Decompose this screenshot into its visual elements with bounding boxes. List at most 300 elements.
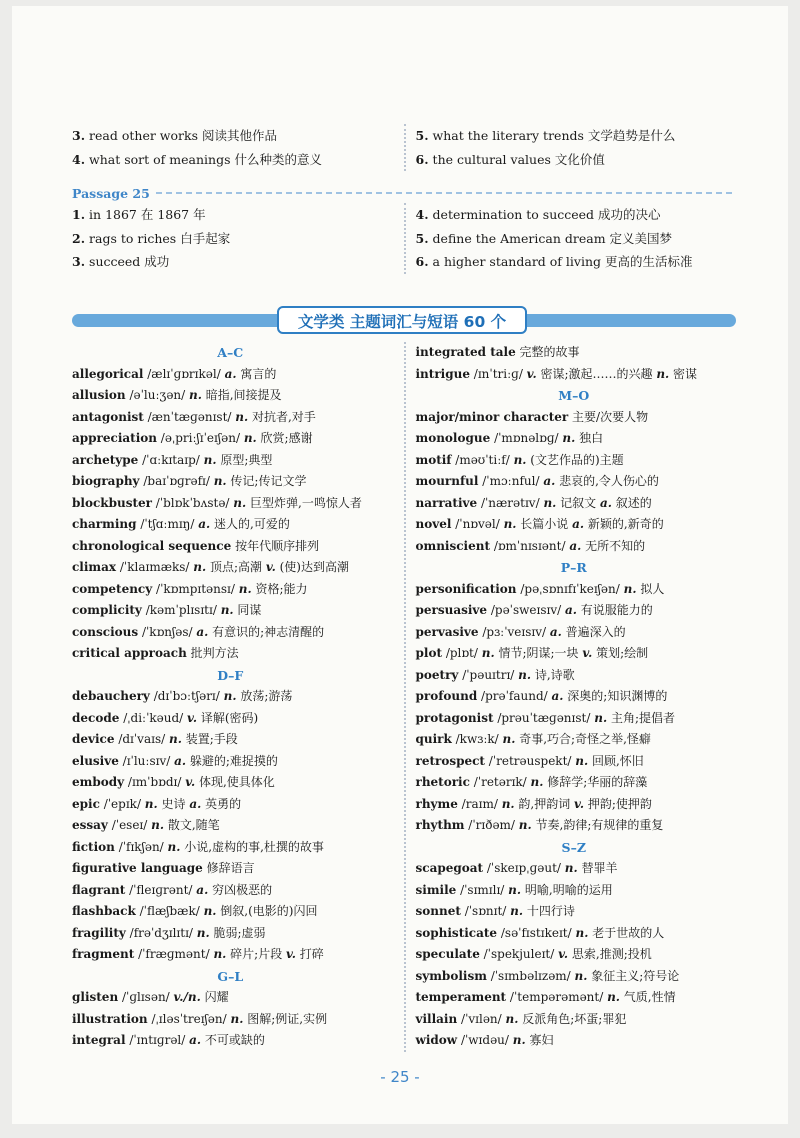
item-number: 2. bbox=[72, 230, 86, 246]
list-item bbox=[72, 227, 389, 251]
part-of-speech: n. bbox=[512, 1033, 526, 1047]
headword: antagonist bbox=[72, 409, 144, 424]
headword: intrigue bbox=[415, 366, 470, 381]
vocab-entry bbox=[416, 514, 733, 536]
headword: critical approach bbox=[72, 646, 187, 660]
part-of-speech: n. bbox=[564, 861, 578, 875]
phonetic: /əˈluːʒən/ bbox=[125, 388, 189, 402]
phonetic: /prəuˈtæɡənɪst/ bbox=[493, 710, 595, 725]
part-of-speech: n. bbox=[656, 366, 670, 381]
meaning: 主要/次要人物 bbox=[572, 409, 649, 424]
phonetic: /ˈɡlɪsən/ bbox=[118, 990, 174, 1004]
part-of-speech: n. bbox=[233, 495, 247, 510]
item-text: in 1867 在 1867 年 bbox=[89, 207, 206, 222]
meaning: 原型;典型 bbox=[216, 452, 273, 467]
meaning: 叙述的 bbox=[611, 495, 652, 510]
meaning: 气质,性情 bbox=[619, 990, 676, 1004]
phonetic: /ɪnˈtriːɡ/ bbox=[469, 366, 527, 381]
phonetic: /ˈkɒmpɪtənsɪ/ bbox=[152, 581, 239, 596]
part-of-speech: a. bbox=[600, 495, 612, 510]
items-right-column bbox=[404, 203, 733, 274]
part-of-speech: a. bbox=[543, 474, 556, 488]
phonetic: /ˈfleɪɡrənt/ bbox=[125, 882, 197, 897]
item-number: 6. bbox=[415, 151, 429, 167]
phonetic: /ˈɪntɪɡrəl/ bbox=[125, 1033, 190, 1047]
vocab-entry bbox=[72, 385, 389, 407]
phonetic: /ˈretrəuspekt/ bbox=[484, 753, 576, 768]
part-of-speech: n. bbox=[575, 925, 589, 940]
headword: pervasive bbox=[415, 624, 479, 639]
section-heading: D–F bbox=[217, 667, 244, 683]
part-of-speech: n. bbox=[501, 796, 515, 811]
headword: blockbuster bbox=[72, 495, 152, 510]
meaning: 按年代顺序排列 bbox=[235, 538, 320, 553]
meaning: 主角;提倡者 bbox=[607, 710, 675, 725]
vocab-entry bbox=[72, 901, 389, 923]
vocab-entry bbox=[416, 471, 733, 493]
vocab-entry bbox=[72, 493, 389, 515]
list-item bbox=[72, 124, 389, 148]
meaning: 同谋 bbox=[233, 603, 262, 617]
meaning: 明喻,明喻的运用 bbox=[521, 882, 613, 897]
part-of-speech: v. bbox=[582, 646, 593, 660]
vocab-entry bbox=[416, 622, 733, 644]
vocab-entry bbox=[416, 751, 733, 773]
part-of-speech: v. bbox=[185, 775, 196, 789]
meaning: 悲哀的,令人伤心的 bbox=[555, 474, 659, 488]
headword: quirk bbox=[415, 732, 452, 746]
headword: biography bbox=[72, 474, 140, 488]
passage-header bbox=[72, 183, 732, 203]
meaning: 情节;阴谋;一块 bbox=[494, 646, 583, 660]
headword: allusion bbox=[72, 388, 126, 402]
vocab-entry bbox=[416, 858, 733, 880]
vocab-entry bbox=[72, 708, 389, 730]
dashed-divider bbox=[156, 192, 732, 194]
list-item bbox=[416, 250, 733, 274]
phonetic: /ˈepɪk/ bbox=[99, 796, 145, 811]
meaning: 新颖的,新奇的 bbox=[584, 517, 664, 531]
vocab-entry bbox=[72, 858, 389, 880]
section-heading: M–O bbox=[558, 388, 590, 403]
item-text: what sort of meanings 什么种类的意义 bbox=[89, 151, 322, 167]
items-left-column bbox=[72, 124, 389, 171]
meaning: 密谋;激起……的兴趣 bbox=[536, 366, 657, 381]
part-of-speech: a. bbox=[572, 517, 585, 531]
phonetic: /ˈklaɪmæks/ bbox=[116, 560, 194, 574]
headword: sophisticate bbox=[415, 925, 498, 940]
part-of-speech: n. bbox=[203, 904, 217, 918]
meaning: 批判方法 bbox=[190, 646, 239, 660]
meaning: 传记;传记文学 bbox=[226, 474, 307, 488]
item-text: define the American dream 定义美国梦 bbox=[432, 230, 673, 246]
headword: sonnet bbox=[415, 904, 461, 918]
phonetic: /ˈmɔːnful/ bbox=[478, 474, 544, 488]
phonetic: /ˈtempərəmənt/ bbox=[506, 990, 608, 1004]
phonetic: /ɒmˈnɪsɪənt/ bbox=[490, 538, 570, 553]
part-of-speech: n. bbox=[562, 431, 576, 445]
phonetic: /kwɜːk/ bbox=[451, 732, 503, 746]
headword: glisten bbox=[72, 990, 119, 1004]
meaning: 图解;例证,实例 bbox=[243, 1011, 328, 1026]
part-of-speech: a. bbox=[564, 603, 577, 617]
phonetic: /prəˈfaund/ bbox=[477, 689, 552, 703]
headword: temperament bbox=[415, 990, 507, 1004]
meaning: 韵,押韵词 bbox=[514, 796, 575, 811]
items-left-column bbox=[72, 203, 389, 274]
meaning: 长篇小说 bbox=[516, 517, 573, 531]
headword: speculate bbox=[415, 947, 480, 961]
vocab-entry bbox=[416, 643, 733, 665]
list-item bbox=[72, 250, 389, 274]
meaning: 小说,虚构的事,杜撰的故事 bbox=[180, 839, 324, 854]
section-banner bbox=[72, 306, 736, 336]
headword: monologue bbox=[415, 431, 491, 445]
headword: plot bbox=[415, 646, 442, 660]
phonetic: /ɪmˈbɒdɪ/ bbox=[124, 775, 186, 789]
meaning: 装置;手段 bbox=[181, 732, 238, 746]
meaning: 倒叙,(电影的)闪回 bbox=[216, 904, 318, 918]
headword: motif bbox=[415, 452, 452, 467]
meaning: 反派角色;坏蛋;罪犯 bbox=[518, 1011, 627, 1026]
vocab-entry bbox=[416, 342, 733, 364]
phonetic: /ælɪˈɡɒrɪkəl/ bbox=[143, 366, 225, 381]
part-of-speech: n. bbox=[530, 775, 544, 789]
meaning: 回顾,怀旧 bbox=[588, 753, 644, 768]
part-of-speech: n. bbox=[543, 495, 557, 510]
phonetic: /ˈkɒnʃəs/ bbox=[138, 624, 197, 639]
vocab-entry bbox=[416, 450, 733, 472]
meaning: 象征主义;符号论 bbox=[587, 968, 680, 983]
part-of-speech: n. bbox=[235, 409, 249, 424]
vocab-entry bbox=[416, 493, 733, 515]
meaning: 体现,使具体化 bbox=[195, 775, 275, 789]
headword: rhyme bbox=[415, 796, 458, 811]
phonetic: /ˈfræɡmənt/ bbox=[134, 947, 214, 961]
vocab-entry bbox=[416, 794, 733, 816]
banner-title: 文学类 主题词汇与短语 60 个 bbox=[277, 306, 527, 334]
list-item bbox=[416, 148, 733, 172]
part-of-speech: v./n. bbox=[173, 990, 201, 1004]
headword: fragment bbox=[72, 947, 135, 961]
part-of-speech: n. bbox=[230, 1011, 244, 1026]
phonetic: /ˈsɒnɪt/ bbox=[460, 904, 511, 918]
section-heading: P–R bbox=[560, 560, 587, 575]
headword: flashback bbox=[72, 904, 136, 918]
meaning: 寡妇 bbox=[525, 1033, 554, 1047]
phonetic: /ˈrɪðəm/ bbox=[464, 818, 519, 832]
headword: poetry bbox=[415, 667, 459, 682]
item-number: 4. bbox=[72, 151, 86, 167]
part-of-speech: n. bbox=[502, 732, 516, 746]
vocab-entry bbox=[416, 600, 733, 622]
part-of-speech: n. bbox=[220, 603, 234, 617]
meaning: 暗指,间接提及 bbox=[201, 388, 282, 402]
vocab-entry bbox=[72, 837, 389, 859]
item-number: 5. bbox=[415, 230, 429, 246]
phonetic: /frəˈdʒɪlɪtɪ/ bbox=[125, 925, 197, 940]
headword: scapegoat bbox=[415, 861, 484, 875]
phonetic: /pɜːˈveɪsɪv/ bbox=[478, 624, 550, 639]
phonetic: /ˌɪləsˈtreɪʃən/ bbox=[147, 1011, 231, 1026]
passage-title: Passage 25 bbox=[72, 185, 150, 201]
meaning: 碎片;片段 bbox=[226, 947, 287, 961]
meaning: 英勇的 bbox=[201, 796, 242, 811]
phonetic: /ˈnɒvəl/ bbox=[451, 517, 504, 531]
vocab-entry bbox=[72, 751, 389, 773]
part-of-speech: n. bbox=[505, 1011, 519, 1026]
headword: major/minor character bbox=[415, 409, 569, 424]
part-of-speech: a. bbox=[196, 882, 209, 897]
meaning: 脆弱;虚弱 bbox=[209, 925, 266, 940]
headword: embody bbox=[72, 775, 125, 789]
headword: appreciation bbox=[72, 431, 157, 445]
part-of-speech: a. bbox=[189, 1033, 202, 1047]
meaning: 资格;能力 bbox=[251, 581, 308, 596]
meaning: (使)达到高潮 bbox=[275, 560, 349, 574]
phonetic: /pəˌsɒnɪfɪˈkeɪʃən/ bbox=[516, 581, 624, 596]
vocab-entry bbox=[72, 794, 389, 816]
item-text: read other works 阅读其他作品 bbox=[89, 128, 277, 143]
headword: widow bbox=[415, 1033, 458, 1047]
headword: competency bbox=[72, 581, 153, 596]
list-item bbox=[72, 148, 389, 172]
headword: archetype bbox=[72, 452, 139, 467]
list-item bbox=[416, 124, 733, 148]
headword: mournful bbox=[415, 474, 479, 488]
vocab-entry bbox=[416, 944, 733, 966]
phonetic: /ˈɑːkɪtaɪp/ bbox=[138, 452, 204, 467]
phonetic: /ˈskeɪpˌɡəut/ bbox=[483, 861, 565, 875]
vocab-entry bbox=[416, 536, 733, 558]
vocab-entry bbox=[416, 407, 733, 429]
part-of-speech: n. bbox=[144, 796, 158, 811]
part-of-speech: n. bbox=[503, 517, 517, 531]
meaning: 寓言的 bbox=[236, 366, 277, 381]
meaning: 不可或缺的 bbox=[201, 1033, 265, 1047]
phonetic: /ˈwɪdəu/ bbox=[457, 1033, 513, 1047]
phonetic: /baɪˈɒɡrəfɪ/ bbox=[139, 474, 214, 488]
part-of-speech: n. bbox=[623, 581, 637, 596]
vocab-entry bbox=[72, 428, 389, 450]
part-of-speech: a. bbox=[569, 538, 582, 553]
vocab-entry bbox=[72, 987, 389, 1009]
meaning: 策划;绘制 bbox=[592, 646, 649, 660]
phonetic: /raɪm/ bbox=[457, 796, 502, 811]
vocab-entry bbox=[416, 579, 733, 601]
meaning: 顶点;高潮 bbox=[206, 560, 266, 574]
meaning: 放荡;游荡 bbox=[236, 689, 293, 703]
part-of-speech: n. bbox=[575, 753, 589, 768]
phonetic: /ˈvɪlən/ bbox=[457, 1011, 506, 1026]
part-of-speech: n. bbox=[513, 452, 527, 467]
document-page bbox=[12, 6, 788, 1124]
meaning: 节奏,韵律;有规律的重复 bbox=[531, 818, 664, 832]
meaning: 独白 bbox=[575, 431, 604, 445]
phonetic: /məʊˈtiːf/ bbox=[451, 452, 514, 467]
vocab-entry bbox=[72, 880, 389, 902]
phonetic: /dɪˈvaɪs/ bbox=[114, 732, 169, 746]
part-of-speech: v. bbox=[187, 710, 197, 725]
vocab-entry bbox=[72, 579, 389, 601]
phonetic: /pəˈsweɪsɪv/ bbox=[487, 603, 565, 617]
vocab-entry bbox=[72, 557, 389, 579]
part-of-speech: n. bbox=[167, 839, 181, 854]
part-of-speech: a. bbox=[198, 517, 211, 531]
part-of-speech: a. bbox=[174, 753, 187, 768]
part-of-speech: a. bbox=[196, 624, 209, 639]
phonetic: /kəmˈplɪsɪtɪ/ bbox=[141, 603, 221, 617]
vocab-entry bbox=[72, 471, 389, 493]
part-of-speech: n. bbox=[238, 581, 252, 596]
headword: profound bbox=[415, 689, 478, 703]
vocab-entry bbox=[416, 772, 733, 794]
headword: novel bbox=[415, 517, 452, 531]
headword: charming bbox=[72, 517, 137, 531]
phonetic: /ˈnærətɪv/ bbox=[477, 495, 544, 510]
phonetic: /ˈeseɪ/ bbox=[107, 818, 152, 832]
part-of-speech: n. bbox=[243, 431, 257, 445]
phonetic: /ˈblɒkˈbʌstə/ bbox=[151, 495, 234, 510]
meaning: 迷人的,可爱的 bbox=[210, 517, 290, 531]
vocab-entry bbox=[416, 1030, 733, 1052]
vocab-entry bbox=[416, 966, 733, 988]
headword: integrated tale bbox=[415, 345, 516, 359]
headword: fiction bbox=[72, 839, 115, 854]
part-of-speech: n. bbox=[508, 882, 522, 897]
item-number: 3. bbox=[72, 254, 86, 269]
meaning: 对抗者,对手 bbox=[248, 409, 316, 424]
headword: personification bbox=[415, 581, 517, 596]
phonetic: /dɪˈbɔːtʃərɪ/ bbox=[149, 689, 224, 703]
meaning: 欣赏;感谢 bbox=[256, 431, 313, 445]
part-of-speech: n. bbox=[481, 646, 495, 660]
part-of-speech: n. bbox=[223, 689, 237, 703]
part-of-speech: v. bbox=[265, 560, 276, 574]
list-item bbox=[416, 227, 733, 251]
meaning: 有意识的;神志清醒的 bbox=[208, 624, 325, 639]
part-of-speech: v. bbox=[286, 947, 296, 961]
phonetic: /ˈfɪkʃən/ bbox=[114, 839, 168, 854]
part-of-speech: n. bbox=[574, 968, 588, 983]
vocab-entry bbox=[416, 665, 733, 687]
meaning: 躲避的;难捉摸的 bbox=[186, 753, 278, 768]
part-of-speech: v. bbox=[574, 796, 584, 811]
headword: allegorical bbox=[72, 366, 144, 381]
list-item bbox=[72, 203, 389, 227]
part-of-speech: n. bbox=[518, 818, 532, 832]
part-of-speech: n. bbox=[510, 904, 524, 918]
headword: persuasive bbox=[415, 603, 488, 617]
meaning: 记叙文 bbox=[556, 495, 600, 510]
vocab-entry bbox=[72, 622, 389, 644]
meaning: 思索,推测;投机 bbox=[568, 947, 652, 961]
meaning: 无所不知的 bbox=[581, 538, 646, 553]
vocab-entry bbox=[72, 686, 389, 708]
vocab-entry bbox=[416, 428, 733, 450]
meaning: 替罪羊 bbox=[577, 861, 618, 875]
phonetic: /ˈmɒnəlɒɡ/ bbox=[490, 431, 563, 445]
meaning: 拟人 bbox=[636, 581, 665, 596]
headword: omniscient bbox=[415, 538, 491, 553]
vocab-entry bbox=[416, 708, 733, 730]
vocab-entry bbox=[72, 514, 389, 536]
meaning: 深奥的;知识渊博的 bbox=[563, 689, 668, 703]
part-of-speech: a. bbox=[224, 366, 237, 381]
vocab-entry bbox=[416, 987, 733, 1009]
section-heading: A–C bbox=[217, 345, 244, 360]
meaning: 散文,随笔 bbox=[164, 818, 220, 832]
vocab-entry bbox=[72, 729, 389, 751]
part-of-speech: n. bbox=[213, 474, 227, 488]
meaning: 十四行诗 bbox=[523, 904, 575, 918]
item-text: a higher standard of living 更高的生活标准 bbox=[432, 254, 693, 269]
headword: rhythm bbox=[415, 818, 465, 832]
item-number: 4. bbox=[415, 207, 429, 222]
item-number: 3. bbox=[72, 128, 86, 143]
vocab-entry bbox=[72, 815, 389, 837]
meaning: 奇事,巧合;奇怪之举,怪癖 bbox=[515, 732, 651, 746]
vocab-entry bbox=[72, 1030, 389, 1052]
phonetic: /ˌdiːˈkəud/ bbox=[119, 710, 188, 725]
part-of-speech: n. bbox=[203, 452, 217, 467]
meaning: (文艺作品的)主题 bbox=[526, 452, 624, 467]
part-of-speech: a. bbox=[551, 689, 564, 703]
vocab-entry bbox=[72, 450, 389, 472]
vocab-entry bbox=[416, 923, 733, 945]
part-of-speech: n. bbox=[196, 925, 210, 940]
vocab-entry bbox=[72, 600, 389, 622]
item-text: the cultural values 文化价值 bbox=[432, 151, 605, 167]
vocab-entry bbox=[416, 901, 733, 923]
headword: essay bbox=[72, 818, 108, 832]
part-of-speech: n. bbox=[193, 560, 207, 574]
phonetic: /ænˈtæɡənɪst/ bbox=[143, 409, 236, 424]
list-item bbox=[416, 203, 733, 227]
headword: chronological sequence bbox=[72, 538, 232, 553]
meaning: 穷凶极恶的 bbox=[208, 882, 273, 897]
part-of-speech: n. bbox=[189, 388, 202, 402]
vocabulary-right-column bbox=[404, 342, 733, 1052]
headword: flagrant bbox=[72, 882, 126, 897]
meaning: 史诗 bbox=[157, 796, 190, 811]
meaning: 巨型炸弹,一鸣惊人者 bbox=[246, 495, 362, 510]
headword: symbolism bbox=[415, 968, 487, 983]
headword: conscious bbox=[72, 624, 139, 639]
phonetic: /ɪˈluːsɪv/ bbox=[118, 753, 175, 768]
headword: protagonist bbox=[415, 710, 494, 725]
vocab-entry bbox=[72, 364, 389, 386]
vocab-entry bbox=[72, 772, 389, 794]
headword: decode bbox=[72, 710, 120, 725]
page-number: - 25 - bbox=[380, 1068, 420, 1086]
passage-25-items bbox=[72, 203, 732, 274]
part-of-speech: v. bbox=[526, 366, 537, 381]
vocab-entry bbox=[416, 1009, 733, 1031]
vocab-entry bbox=[72, 643, 389, 665]
item-text: what the literary trends 文学趋势是什么 bbox=[432, 128, 676, 143]
headword: fragility bbox=[72, 925, 126, 940]
item-text: determination to succeed 成功的决心 bbox=[432, 207, 661, 222]
headword: illustration bbox=[72, 1011, 148, 1026]
meaning: 押韵;使押韵 bbox=[584, 796, 652, 811]
part-of-speech: n. bbox=[518, 667, 532, 682]
item-text: succeed 成功 bbox=[89, 254, 170, 269]
phonetic: /ˈsɪmɪlɪ/ bbox=[456, 882, 509, 897]
previous-passage-items bbox=[72, 124, 732, 274]
vocab-entry bbox=[416, 880, 733, 902]
meaning: 闪耀 bbox=[200, 990, 229, 1004]
